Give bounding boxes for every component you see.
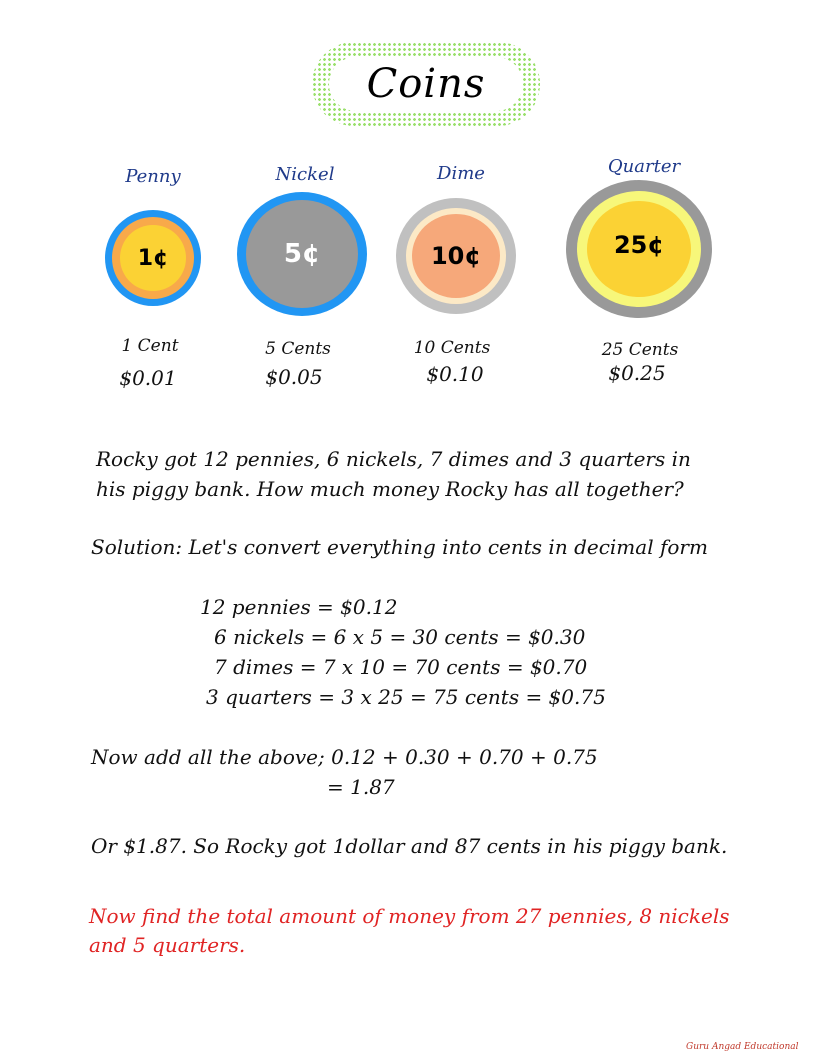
dime-value: 10¢ <box>430 242 482 270</box>
quarter-dollars: $0.25 <box>608 361 666 385</box>
problem-line-1: Rocky got 12 pennies, 6 nickels, 7 dimes and 3 quarters in <box>96 447 691 471</box>
exercise-line-1: Now find the total amount of money from 27 pennies, 8 nickels <box>89 904 730 928</box>
solution-step-nickels: 6 nickels = 6 x 5 = 30 cents = $0.30 <box>214 625 586 649</box>
dime-coin-icon <box>396 198 516 314</box>
penny-coin-icon <box>105 210 201 306</box>
solution-sum-line: = 1.87 <box>327 775 395 799</box>
nickel-coin-icon <box>237 192 367 316</box>
footer-credit: Guru Angad Educational <box>686 1042 799 1052</box>
dime-cents: 10 Cents <box>413 338 491 358</box>
nickel-cents: 5 Cents <box>265 339 331 359</box>
solution-add-line: Now add all the above; 0.12 + 0.30 + 0.70 + 0.75 <box>91 745 598 769</box>
nickel-dollars: $0.05 <box>265 365 323 389</box>
solution-step-pennies: 12 pennies = $0.12 <box>200 595 398 619</box>
page-title: Coins <box>366 61 486 107</box>
penny-name: Penny <box>125 166 181 187</box>
penny-cents: 1 Cent <box>121 336 179 356</box>
quarter-value: 25¢ <box>613 231 665 259</box>
quarter-name: Quarter <box>607 156 681 177</box>
solution-step-dimes: 7 dimes = 7 x 10 = 70 cents = $0.70 <box>214 655 588 679</box>
dime-dollars: $0.10 <box>426 362 484 386</box>
solution-step-quarters: 3 quarters = 3 x 25 = 75 cents = $0.75 <box>206 685 606 709</box>
problem-line-2: his piggy bank. How much money Rocky has all together? <box>96 477 684 501</box>
exercise-line-2: and 5 quarters. <box>89 933 246 957</box>
penny-dollars: $0.01 <box>119 366 177 390</box>
dime-name: Dime <box>437 163 485 184</box>
quarter-cents: 25 Cents <box>601 340 679 360</box>
nickel-value: 5¢ <box>283 239 321 269</box>
solution-conclusion: Or $1.87. So Rocky got 1dollar and 87 cents in his piggy bank. <box>91 834 728 858</box>
title-inner <box>329 57 523 111</box>
penny-value: 1¢ <box>137 245 169 271</box>
quarter-coin-icon <box>566 180 712 318</box>
solution-intro: Solution: Let's convert everything into cents in decimal form <box>91 535 708 559</box>
nickel-name: Nickel <box>275 164 335 185</box>
